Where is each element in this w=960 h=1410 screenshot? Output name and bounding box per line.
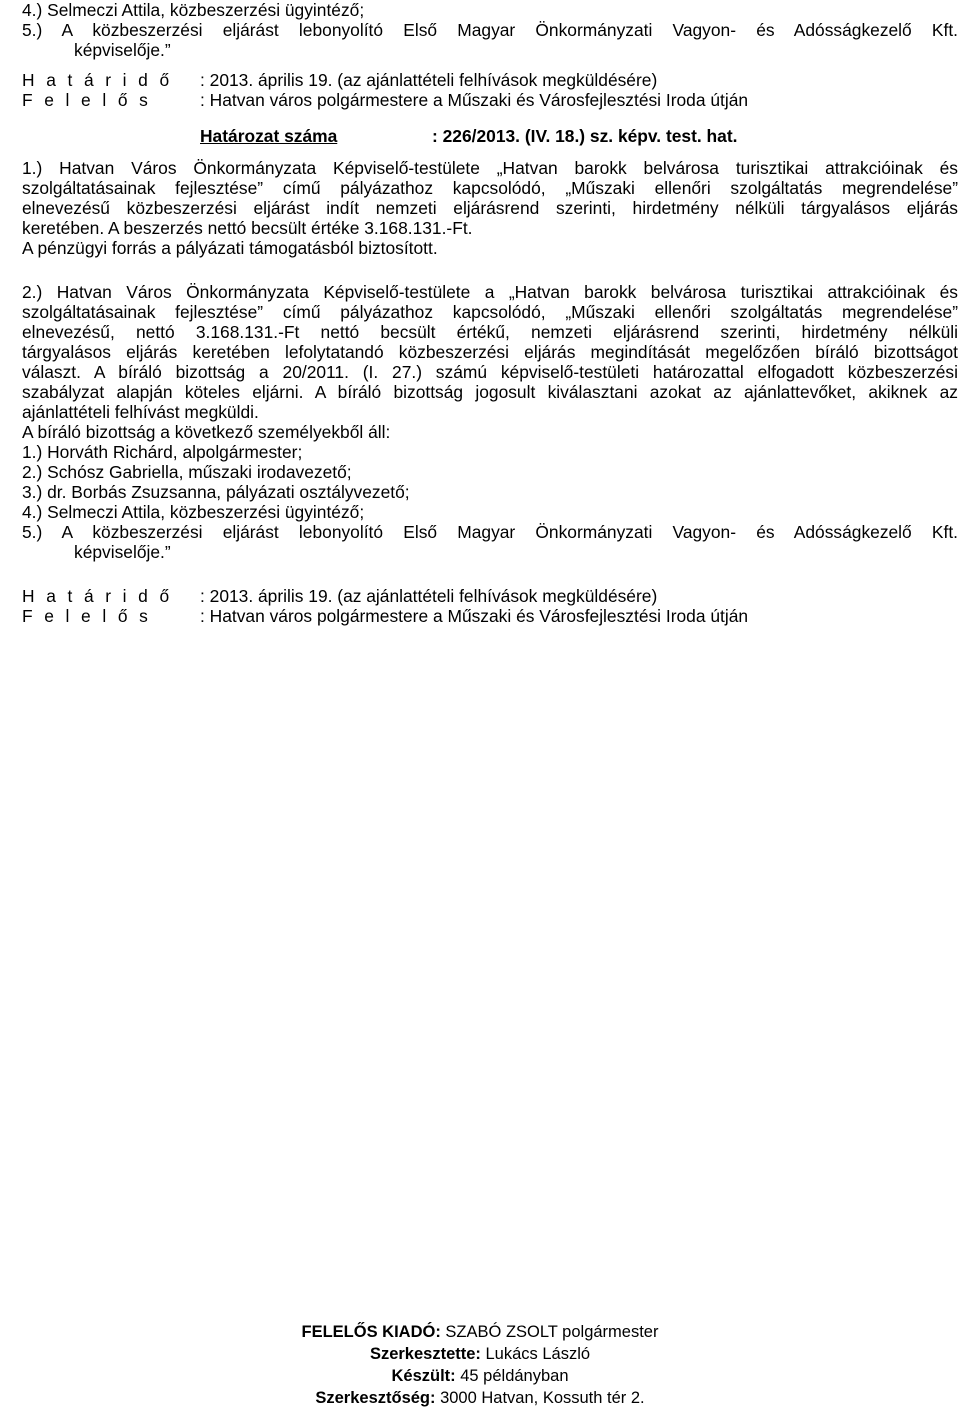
paragraph-line: keretében. A beszerzés nettó becsült értéke 3.168.131.-Ft.: [22, 218, 473, 238]
resolution-label: Határozat száma: [200, 126, 338, 146]
committee-member: 3.) dr. Borbás Zsuzsanna, pályázati osztályvezető;: [22, 482, 410, 502]
copies-line: [0, 1365, 960, 1387]
publisher-value: SZABÓ ZSOLT polgármester: [440, 1323, 659, 1341]
paragraph-line: ajánlattételi felhívást megküldi.: [22, 402, 259, 422]
publisher-line: [0, 1321, 960, 1343]
editor-label: Szerkesztette:: [369, 1345, 481, 1363]
committee-member-continuation: képviselője.”: [74, 542, 171, 562]
editor-value: Lukács László: [480, 1345, 591, 1363]
editor-line: [0, 1343, 960, 1365]
paragraph-line: szabályzat alapján köteles eljárni. A bíráló bizottság jogosult kiválasztani azokat az ajánlattevőket, akiknek az: [22, 382, 958, 402]
responsible-row: [22, 606, 958, 626]
deadline-row: [22, 70, 958, 90]
committee-member: 2.) Schósz Gabriella, műszaki irodavezető;: [22, 462, 352, 482]
responsible-row: [22, 90, 958, 110]
paragraph-line: választ. A bíráló bizottság a 20/2011. (I. 27.) számú képviselő-testületi határozattal elfogadott közbeszerzési: [22, 362, 958, 382]
resolution-number-row: [22, 126, 958, 146]
imprint-footer: [0, 1321, 960, 1409]
deadline-value: : 2013. április 19. (az ajánlattételi felhívások megküldésére): [200, 70, 658, 90]
list-item-continuation: képviselője.”: [74, 40, 171, 60]
deadline-value: : 2013. április 19. (az ajánlattételi felhívások megküldésére): [200, 586, 658, 606]
resolution-point-2: [22, 282, 958, 562]
paragraph-line: 1.) Hatvan Város Önkormányzata Képviselő-testülete „Hatvan barokk belvárosa turisztikai attrakcióinak és: [22, 158, 958, 178]
paragraph-line: tárgyalásos eljárás keretében lefolytatandó közbeszerzési eljárás megindítását megelőzően bíráló bizottságot: [22, 342, 958, 362]
resolution-value: : 226/2013. (IV. 18.) sz. képv. test. hat.: [432, 126, 738, 146]
office-value: 3000 Hatvan, Kossuth tér 2.: [435, 1389, 645, 1407]
deadline-label: H a t á r i d ő: [22, 586, 173, 606]
responsible-value: : Hatvan város polgármestere a Műszaki és Városfejlesztési Iroda útján: [200, 606, 749, 626]
responsible-value: : Hatvan város polgármestere a Műszaki és Városfejlesztési Iroda útján: [200, 90, 749, 110]
responsible-label: F e l e l ő s: [22, 90, 152, 110]
resolution-point-1: [22, 158, 958, 258]
copies-value: 45 példányban: [455, 1367, 569, 1385]
office-line: [0, 1387, 960, 1409]
deadline-label: H a t á r i d ő: [22, 70, 173, 90]
paragraph-line: elnevezésű, nettó 3.168.131.-Ft nettó becsült értékű, nemzeti eljárásrend szerinti, hirdetmény nélküli: [22, 322, 958, 342]
responsible-label: F e l e l ő s: [22, 606, 152, 626]
paragraph-line: szolgáltatásainak fejlesztése” című pályázathoz kapcsolódó, „Műszaki ellenőri szolgáltatás megrendelése”: [22, 178, 958, 198]
copies-label: Készült:: [391, 1367, 456, 1385]
committee-member: 1.) Horváth Richárd, alpolgármester;: [22, 442, 303, 462]
document-page: [22, 0, 958, 626]
publisher-label: FELELŐS KIADÓ:: [301, 1323, 441, 1341]
deadline-row: [22, 586, 958, 606]
funding-note: A pénzügyi forrás a pályázati támogatásból biztosított.: [22, 238, 438, 258]
list-item: 4.) Selmeczi Attila, közbeszerzési ügyintéző;: [22, 0, 365, 20]
list-item: 5.) A közbeszerzési eljárást lebonyolító Első Magyar Önkormányzati Vagyon- és Adósságkezelő Kft.: [22, 20, 958, 40]
committee-intro: A bíráló bizottság a következő személyekből áll:: [22, 422, 391, 442]
committee-member: 4.) Selmeczi Attila, közbeszerzési ügyintéző;: [22, 502, 365, 522]
office-label: Szerkesztőség:: [315, 1389, 436, 1407]
paragraph-line: szolgáltatásainak fejlesztése” című pályázathoz kapcsolódó, „Műszaki ellenőri szolgáltatás megrendelése”: [22, 302, 958, 322]
paragraph-line: 2.) Hatvan Város Önkormányzata Képviselő-testülete a „Hatvan barokk belvárosa turisztikai attrakcióinak és: [22, 282, 958, 302]
paragraph-line: elnevezésű közbeszerzési eljárást indít nemzeti eljárásrend szerinti, hirdetmény nélküli tárgyalásos eljárás: [22, 198, 958, 218]
committee-member: 5.) A közbeszerzési eljárást lebonyolító Első Magyar Önkormányzati Vagyon- és Adósságkezelő Kft.: [22, 522, 958, 542]
